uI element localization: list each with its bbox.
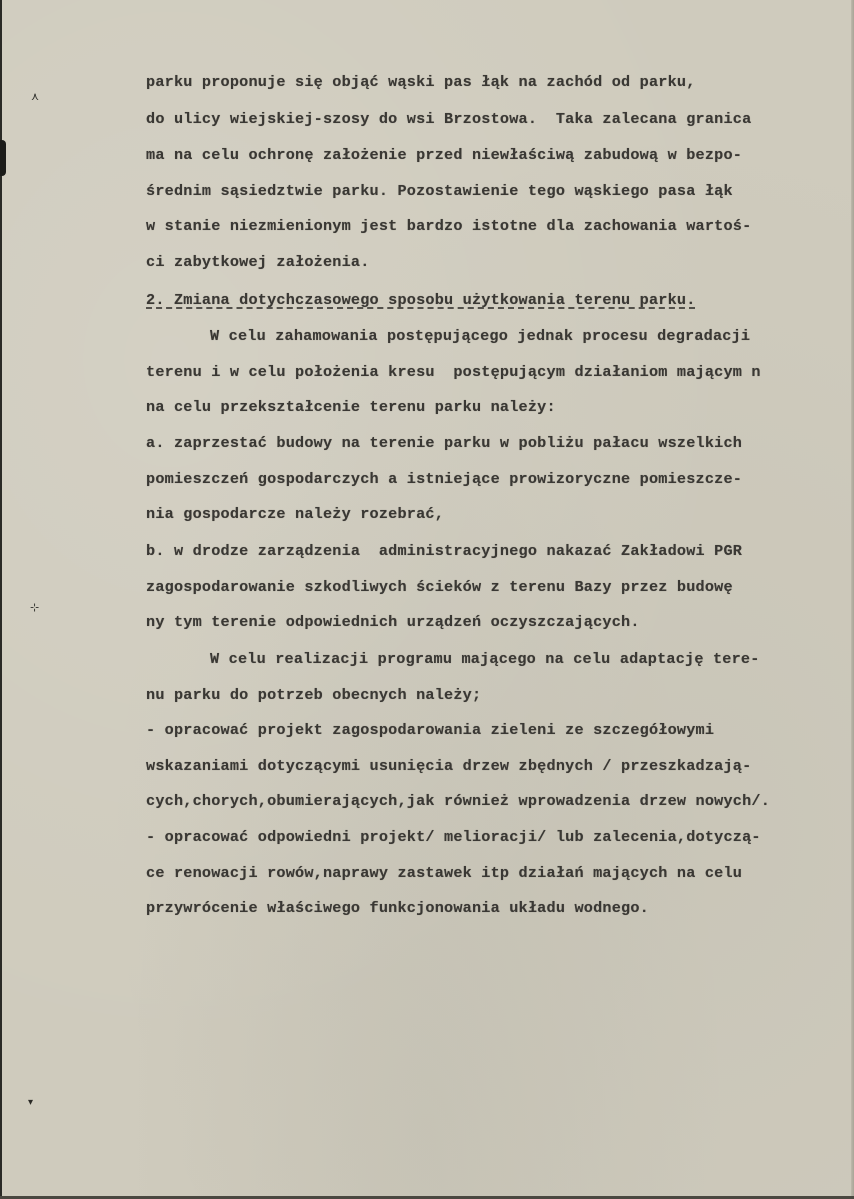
section-heading: 2. Zmiana dotychczasowego sposobu użytkowania terenu parku. <box>146 291 696 309</box>
text-line: nu parku do potrzeb obecnych należy; <box>146 686 482 704</box>
text-line: terenu i w celu położenia kresu postępującym działaniom mającym n <box>146 363 761 381</box>
text-line: średnim sąsiedztwie parku. Pozostawienie tego wąskiego pasa łąk <box>146 182 733 200</box>
text-line: w stanie niezmienionym jest bardzo istotne dla zachowania wartoś- <box>146 217 752 235</box>
text-line: W celu realizacji programu mającego na celu adaptację tere- <box>210 650 760 668</box>
page-left-edge <box>0 0 2 1199</box>
margin-mark-icon: ▾ <box>28 1097 34 1108</box>
binding-hole-mark <box>0 140 6 176</box>
list-item-a: a. zaprzestać budowy na terenie parku w pobliżu pałacu wszelkich <box>146 434 743 452</box>
text-line: wskazaniami dotyczącymi usunięcia drzew zbędnych / przeszkadzają- <box>146 757 752 775</box>
text-line: pomieszczeń gospodarczych a istniejące prowizoryczne pomieszcze- <box>146 470 743 488</box>
margin-mark-icon: ⊹ <box>30 601 40 614</box>
text-line: ma na celu ochronę założenie przed niewłaściwą zabudową w bezpo- <box>146 146 743 164</box>
text-line: na celu przekształcenie terenu parku należy: <box>146 398 556 416</box>
dash-list-item: - opracować projekt zagospodarowania zieleni ze szczegółowymi <box>146 721 715 739</box>
margin-mark-icon: ⋏ <box>31 90 40 103</box>
dash-list-item: - opracować odpowiedni projekt/ melioracji/ lub zalecenia,dotyczą- <box>146 828 761 846</box>
text-line: przywrócenie właściwego funkcjonowania układu wodnego. <box>146 899 649 917</box>
text-line: nia gospodarcze należy rozebrać, <box>146 505 445 523</box>
text-line: cych,chorych,obumierających,jak również wprowadzenia drzew nowych/. <box>146 792 771 810</box>
text-line: do ulicy wiejskiej-szosy do wsi Brzostowa. Taka zalecana granica <box>146 110 752 128</box>
list-item-b: b. w drodze zarządzenia administracyjnego nakazać Zakładowi PGR <box>146 542 743 560</box>
text-line: zagospodarowanie szkodliwych ścieków z terenu Bazy przez budowę <box>146 578 733 596</box>
text-line: parku proponuje się objąć wąski pas łąk na zachód od parku, <box>146 73 696 91</box>
text-line: ci zabytkowej założenia. <box>146 253 370 271</box>
text-line: ny tym terenie odpowiednich urządzeń oczyszczających. <box>146 613 640 631</box>
text-line: W celu zahamowania postępującego jednak procesu degradacji <box>210 327 751 345</box>
text-line: ce renowacji rowów,naprawy zastawek itp działań mających na celu <box>146 864 743 882</box>
